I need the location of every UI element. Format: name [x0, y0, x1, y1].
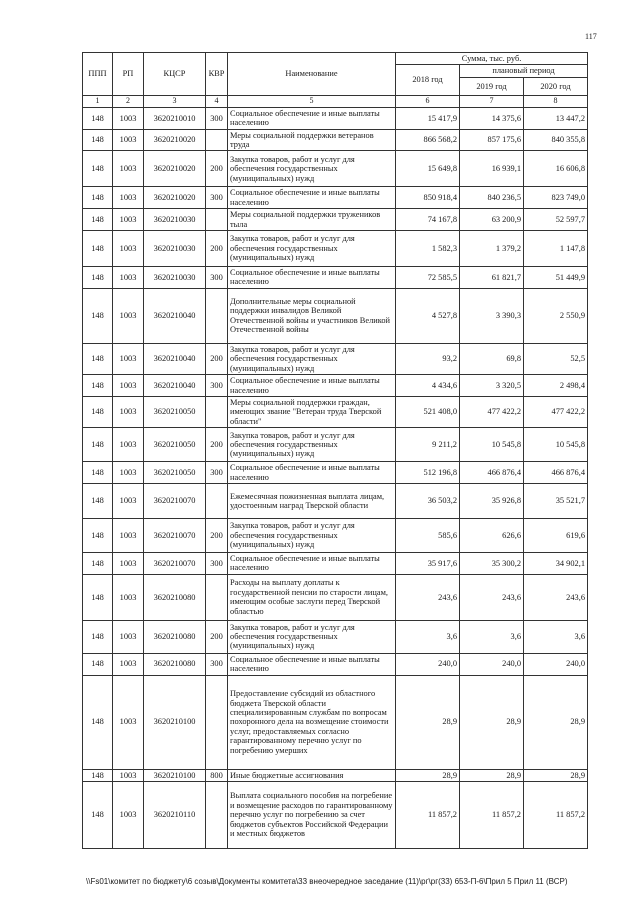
cell-2020: 477 422,2	[524, 396, 588, 427]
cell-2019: 35 926,8	[460, 483, 524, 518]
cell-kcsr: 3620210040	[144, 375, 206, 397]
cell-kcsr: 3620210030	[144, 267, 206, 289]
cell-2019: 626,6	[460, 518, 524, 552]
table-row	[83, 769, 588, 781]
cell-2020: 28,9	[524, 769, 588, 781]
cell-2020: 35 521,7	[524, 483, 588, 518]
cell-2018: 4 527,8	[396, 288, 460, 343]
table-row	[83, 151, 588, 187]
cell-2020: 52,5	[524, 343, 588, 374]
cell-kvr	[206, 288, 228, 343]
cell-rp: 1003	[113, 343, 144, 374]
cell-ppp: 148	[83, 518, 113, 552]
cell-name: Дополнительные меры социальной поддержки инвалидов Великой Отечественной войны и участников Великой Отечественной войны	[228, 288, 396, 343]
cell-ppp: 148	[83, 129, 113, 151]
cell-kvr	[206, 209, 228, 231]
cell-2018: 74 167,8	[396, 209, 460, 231]
table-row	[83, 209, 588, 231]
cell-kvr	[206, 675, 228, 769]
cell-name: Социальное обеспечение и иные выплаты населению	[228, 653, 396, 675]
cell-2019: 3 390,3	[460, 288, 524, 343]
cell-2018: 9 211,2	[396, 428, 460, 462]
cell-2018: 512 196,8	[396, 462, 460, 484]
table-row	[83, 396, 588, 427]
col-name-header: Наименование	[228, 53, 396, 96]
cell-2019: 14 375,6	[460, 107, 524, 129]
cell-rp: 1003	[113, 769, 144, 781]
cell-2020: 2 498,4	[524, 375, 588, 397]
col-rp-header: РП	[113, 53, 144, 96]
cell-ppp: 148	[83, 574, 113, 620]
cell-kvr	[206, 574, 228, 620]
cell-rp: 1003	[113, 107, 144, 129]
col-kvr-header: КВР	[206, 53, 228, 96]
cell-2020: 16 606,8	[524, 151, 588, 187]
table-body	[83, 107, 588, 848]
cell-kcsr: 3620210040	[144, 288, 206, 343]
cell-kcsr: 3620210080	[144, 574, 206, 620]
cell-2020: 51 449,9	[524, 267, 588, 289]
cell-2018: 243,6	[396, 574, 460, 620]
cell-kvr	[206, 483, 228, 518]
table-row	[83, 462, 588, 484]
col-ppp-header: ППП	[83, 53, 113, 96]
cell-rp: 1003	[113, 267, 144, 289]
cell-2020: 34 902,1	[524, 552, 588, 574]
cell-2018: 15 417,9	[396, 107, 460, 129]
table-row	[83, 343, 588, 374]
cell-2019: 477 422,2	[460, 396, 524, 427]
cell-ppp: 148	[83, 151, 113, 187]
cell-kvr: 300	[206, 267, 228, 289]
cell-kcsr: 3620210100	[144, 675, 206, 769]
cell-name: Закупка товаров, работ и услуг для обеспечения государственных (муниципальных) нужд	[228, 518, 396, 552]
cell-2020: 466 876,4	[524, 462, 588, 484]
col-kcsr-header: КЦСР	[144, 53, 206, 96]
cell-rp: 1003	[113, 620, 144, 653]
cell-name: Закупка товаров, работ и услуг для обеспечения государственных (муниципальных) нужд	[228, 620, 396, 653]
cell-rp: 1003	[113, 151, 144, 187]
table-row	[83, 375, 588, 397]
cell-rp: 1003	[113, 483, 144, 518]
cell-rp: 1003	[113, 552, 144, 574]
table-row	[83, 129, 588, 151]
cell-name: Закупка товаров, работ и услуг для обеспечения государственных (муниципальных) нужд	[228, 231, 396, 267]
cell-ppp: 148	[83, 209, 113, 231]
cell-name: Меры социальной поддержки тружеников тыла	[228, 209, 396, 231]
cell-kcsr: 3620210020	[144, 129, 206, 151]
cell-rp: 1003	[113, 675, 144, 769]
table-row	[83, 653, 588, 675]
cell-kvr: 200	[206, 428, 228, 462]
table-row	[83, 675, 588, 769]
column-number: 3	[144, 95, 206, 107]
cell-2018: 850 918,4	[396, 187, 460, 209]
column-number: 2	[113, 95, 144, 107]
cell-2020: 10 545,8	[524, 428, 588, 462]
cell-rp: 1003	[113, 653, 144, 675]
cell-kvr: 200	[206, 231, 228, 267]
cell-name: Социальное обеспечение и иные выплаты населению	[228, 267, 396, 289]
column-numbers-row	[83, 95, 588, 107]
col-2018-header: 2018 год	[396, 65, 460, 95]
cell-2019: 69,8	[460, 343, 524, 374]
cell-2018: 1 582,3	[396, 231, 460, 267]
cell-2020: 3,6	[524, 620, 588, 653]
cell-kvr: 200	[206, 343, 228, 374]
column-number: 1	[83, 95, 113, 107]
cell-ppp: 148	[83, 428, 113, 462]
budget-table	[82, 52, 588, 849]
table-row	[83, 107, 588, 129]
table-row	[83, 288, 588, 343]
cell-ppp: 148	[83, 620, 113, 653]
table-row	[83, 620, 588, 653]
cell-name: Расходы на выплату доплаты к государственной пенсии по старости лицам, имеющим особые заслуги перед Тверской областью	[228, 574, 396, 620]
cell-2020: 11 857,2	[524, 781, 588, 848]
column-number: 6	[396, 95, 460, 107]
cell-kcsr: 3620210020	[144, 151, 206, 187]
table-row	[83, 574, 588, 620]
cell-rp: 1003	[113, 129, 144, 151]
cell-ppp: 148	[83, 653, 113, 675]
cell-name: Социальное обеспечение и иные выплаты населению	[228, 107, 396, 129]
col-planned-header: плановый период	[460, 65, 588, 77]
cell-2019: 240,0	[460, 653, 524, 675]
cell-rp: 1003	[113, 187, 144, 209]
cell-rp: 1003	[113, 231, 144, 267]
cell-2020: 2 550,9	[524, 288, 588, 343]
table-row	[83, 483, 588, 518]
cell-2019: 28,9	[460, 769, 524, 781]
cell-name: Социальное обеспечение и иные выплаты населению	[228, 552, 396, 574]
cell-2019: 857 175,6	[460, 129, 524, 151]
cell-kvr: 300	[206, 375, 228, 397]
cell-2018: 11 857,2	[396, 781, 460, 848]
cell-name: Выплата социального пособия на погребение и возмещение расходов по гарантированному перечню услуг по погребению за счет бюджетов субъектов Российской Федерации и местных бюджетов	[228, 781, 396, 848]
cell-ppp: 148	[83, 375, 113, 397]
cell-2019: 3,6	[460, 620, 524, 653]
table-row	[83, 231, 588, 267]
cell-2019: 243,6	[460, 574, 524, 620]
cell-name: Меры социальной поддержки граждан, имеющих звание "Ветеран труда Тверской области"	[228, 396, 396, 427]
cell-2020: 240,0	[524, 653, 588, 675]
cell-ppp: 148	[83, 781, 113, 848]
table-row	[83, 552, 588, 574]
table-row	[83, 267, 588, 289]
cell-2020: 28,9	[524, 675, 588, 769]
cell-2020: 243,6	[524, 574, 588, 620]
cell-rp: 1003	[113, 781, 144, 848]
table-row	[83, 428, 588, 462]
cell-ppp: 148	[83, 267, 113, 289]
cell-2018: 521 408,0	[396, 396, 460, 427]
cell-kcsr: 3620210070	[144, 518, 206, 552]
cell-kvr: 200	[206, 620, 228, 653]
cell-kcsr: 3620210030	[144, 231, 206, 267]
cell-2019: 1 379,2	[460, 231, 524, 267]
cell-2019: 35 300,2	[460, 552, 524, 574]
cell-ppp: 148	[83, 107, 113, 129]
page-number: 117	[585, 32, 597, 41]
column-number: 8	[524, 95, 588, 107]
cell-2018: 35 917,6	[396, 552, 460, 574]
column-number: 7	[460, 95, 524, 107]
cell-rp: 1003	[113, 209, 144, 231]
cell-name: Закупка товаров, работ и услуг для обеспечения государственных (муниципальных) нужд	[228, 151, 396, 187]
cell-name: Закупка товаров, работ и услуг для обеспечения государственных (муниципальных) нужд	[228, 428, 396, 462]
footer-file-path: \\Fs01\комитет по бюджету\6 созыв\Документы комитета\33 внеочередное заседание (11)\рг\рг(33) 653-П-6\Прил 5 Прил 11 (ВСР)	[86, 877, 568, 886]
cell-kvr	[206, 781, 228, 848]
col-sum-header: Сумма, тыс. руб.	[396, 53, 588, 65]
cell-kcsr: 3620210070	[144, 552, 206, 574]
cell-name: Иные бюджетные ассигнования	[228, 769, 396, 781]
cell-rp: 1003	[113, 288, 144, 343]
cell-name: Социальное обеспечение и иные выплаты населению	[228, 187, 396, 209]
cell-ppp: 148	[83, 187, 113, 209]
table-header	[83, 53, 588, 108]
col-2019-header: 2019 год	[460, 77, 524, 95]
cell-rp: 1003	[113, 375, 144, 397]
cell-2018: 585,6	[396, 518, 460, 552]
cell-2020: 1 147,8	[524, 231, 588, 267]
cell-kvr: 300	[206, 462, 228, 484]
cell-kvr: 300	[206, 552, 228, 574]
cell-2020: 823 749,0	[524, 187, 588, 209]
cell-kcsr: 3620210050	[144, 428, 206, 462]
col-2020-header: 2020 год	[524, 77, 588, 95]
cell-kvr: 300	[206, 107, 228, 129]
cell-rp: 1003	[113, 518, 144, 552]
column-number: 4	[206, 95, 228, 107]
cell-2019: 10 545,8	[460, 428, 524, 462]
cell-2018: 28,9	[396, 675, 460, 769]
cell-name: Закупка товаров, работ и услуг для обеспечения государственных (муниципальных) нужд	[228, 343, 396, 374]
cell-ppp: 148	[83, 483, 113, 518]
cell-2018: 15 649,8	[396, 151, 460, 187]
cell-kcsr: 3620210030	[144, 209, 206, 231]
cell-ppp: 148	[83, 769, 113, 781]
cell-name: Ежемесячная пожизненная выплата лицам, удостоенным наград Тверской области	[228, 483, 396, 518]
cell-ppp: 148	[83, 231, 113, 267]
cell-rp: 1003	[113, 396, 144, 427]
cell-2019: 28,9	[460, 675, 524, 769]
cell-2019: 11 857,2	[460, 781, 524, 848]
cell-kvr	[206, 396, 228, 427]
cell-kvr: 300	[206, 187, 228, 209]
cell-ppp: 148	[83, 343, 113, 374]
cell-2019: 3 320,5	[460, 375, 524, 397]
cell-kcsr: 3620210010	[144, 107, 206, 129]
cell-kcsr: 3620210020	[144, 187, 206, 209]
cell-rp: 1003	[113, 428, 144, 462]
cell-2018: 4 434,6	[396, 375, 460, 397]
cell-kcsr: 3620210050	[144, 462, 206, 484]
cell-ppp: 148	[83, 396, 113, 427]
cell-name: Социальное обеспечение и иные выплаты населению	[228, 462, 396, 484]
cell-rp: 1003	[113, 574, 144, 620]
cell-2020: 52 597,7	[524, 209, 588, 231]
column-number: 5	[228, 95, 396, 107]
cell-ppp: 148	[83, 675, 113, 769]
cell-2019: 16 939,1	[460, 151, 524, 187]
cell-kvr: 300	[206, 653, 228, 675]
cell-name: Меры социальной поддержки ветеранов труда	[228, 129, 396, 151]
cell-2018: 866 568,2	[396, 129, 460, 151]
cell-2018: 28,9	[396, 769, 460, 781]
cell-ppp: 148	[83, 552, 113, 574]
cell-kcsr: 3620210110	[144, 781, 206, 848]
cell-ppp: 148	[83, 462, 113, 484]
cell-2018: 3,6	[396, 620, 460, 653]
table-row	[83, 781, 588, 848]
cell-2019: 63 200,9	[460, 209, 524, 231]
cell-2018: 93,2	[396, 343, 460, 374]
cell-2019: 61 821,7	[460, 267, 524, 289]
cell-kvr: 200	[206, 518, 228, 552]
cell-2020: 840 355,8	[524, 129, 588, 151]
cell-kcsr: 3620210050	[144, 396, 206, 427]
cell-name: Предоставление субсидий из областного бюджета Тверской области специализированным службам по вопросам похоронного дела на возмещение стоимости услуг, предоставляемых согласно гарантированному перечню услуг по погребению умерших	[228, 675, 396, 769]
cell-kvr: 800	[206, 769, 228, 781]
cell-2020: 619,6	[524, 518, 588, 552]
cell-2019: 840 236,5	[460, 187, 524, 209]
table-row	[83, 187, 588, 209]
cell-ppp: 148	[83, 288, 113, 343]
cell-name: Социальное обеспечение и иные выплаты населению	[228, 375, 396, 397]
cell-kcsr: 3620210040	[144, 343, 206, 374]
cell-kcsr: 3620210070	[144, 483, 206, 518]
cell-kcsr: 3620210080	[144, 653, 206, 675]
cell-2019: 466 876,4	[460, 462, 524, 484]
cell-rp: 1003	[113, 462, 144, 484]
table-row	[83, 518, 588, 552]
cell-kcsr: 3620210100	[144, 769, 206, 781]
cell-kcsr: 3620210080	[144, 620, 206, 653]
cell-kvr	[206, 129, 228, 151]
cell-2018: 72 585,5	[396, 267, 460, 289]
cell-2018: 36 503,2	[396, 483, 460, 518]
cell-2020: 13 447,2	[524, 107, 588, 129]
cell-kvr: 200	[206, 151, 228, 187]
cell-2018: 240,0	[396, 653, 460, 675]
